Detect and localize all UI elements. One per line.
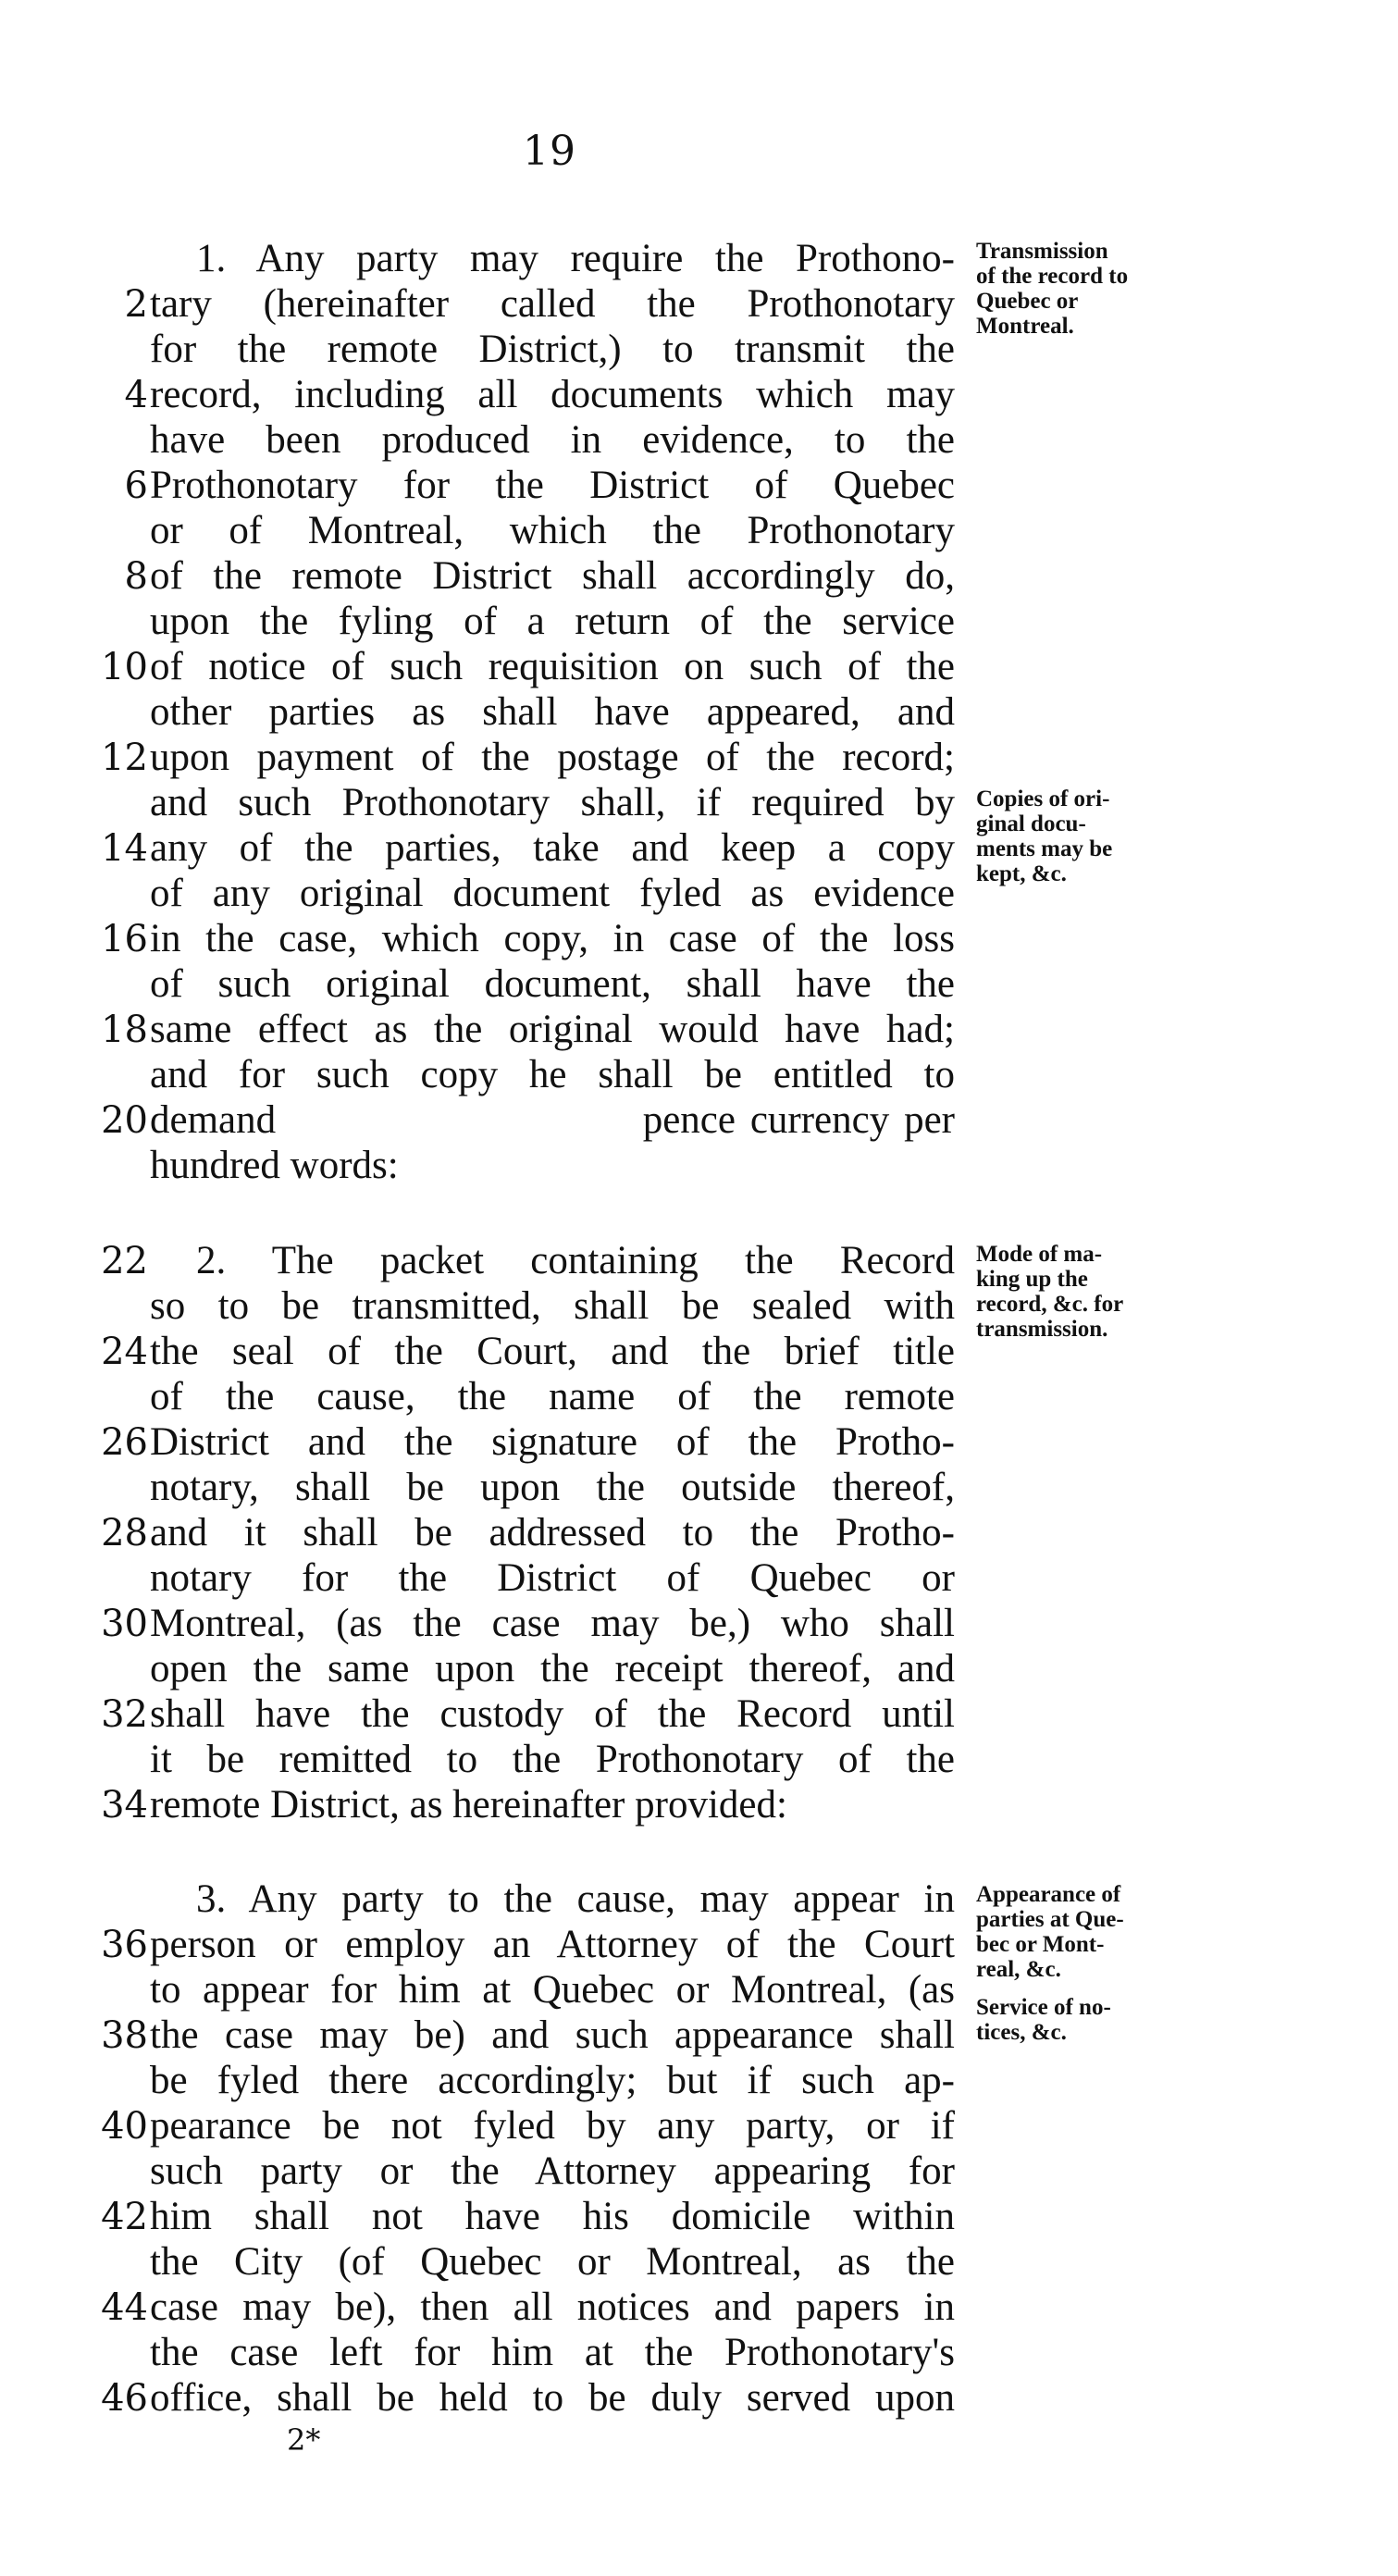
line-number: 38 xyxy=(101,2014,148,2057)
text-line xyxy=(93,463,962,509)
line-text: office, shall be held to be duly served upon xyxy=(150,2376,955,2420)
margin-note-line: Copies of ori- xyxy=(976,786,1110,811)
line-number: 28 xyxy=(101,1512,148,1554)
line-number: 30 xyxy=(101,1603,148,1645)
text-line xyxy=(93,2285,962,2331)
line-text: tary (hereinafter called the Prothonotary xyxy=(150,282,955,326)
line-text: of notice of such requisition on such of the xyxy=(150,645,955,688)
margin-note-line: record, &c. for xyxy=(976,1292,1124,1317)
line-text: or of Montreal, which the Prothonotary xyxy=(150,509,955,552)
text-line xyxy=(93,327,962,373)
margin-note-mode xyxy=(976,1242,1198,1342)
line-text: 3. Any party to the cause, may appear in xyxy=(196,1877,955,1921)
line-text: case may be), then all notices and papers in xyxy=(150,2285,955,2329)
margin-note-copies xyxy=(976,786,1198,886)
text-line xyxy=(93,2103,962,2149)
text-line xyxy=(93,1143,962,1189)
printer-signature: 2* xyxy=(287,2422,321,2458)
text-line xyxy=(93,2375,962,2421)
text-line xyxy=(93,1737,962,1783)
text-line xyxy=(93,372,962,418)
line-number: 42 xyxy=(101,2196,148,2238)
line-text: notary for the District of Quebec or xyxy=(150,1556,955,1600)
text-line xyxy=(93,2149,962,2195)
line-text: 1. Any party may require the Prothono- xyxy=(196,237,955,280)
line-number: 36 xyxy=(101,1924,148,1966)
text-line xyxy=(93,2194,962,2240)
margin-note-line: ments may be xyxy=(976,836,1113,861)
margin-note-line: Service of no- xyxy=(976,1995,1111,2020)
text-line xyxy=(93,1283,962,1330)
line-text: same effect as the original would have had; xyxy=(150,1008,955,1051)
margin-note-line: ginal docu- xyxy=(976,811,1086,836)
text-line xyxy=(93,644,962,690)
line-number: 14 xyxy=(101,827,148,870)
text-line xyxy=(93,508,962,554)
text-line xyxy=(93,871,962,917)
line-text: any of the parties, take and keep a copy xyxy=(150,826,955,870)
line-text: person or employ an Attorney of the Court xyxy=(150,1923,955,1966)
margin-note-line: transmission. xyxy=(976,1317,1108,1342)
line-text: demand pence currency per xyxy=(150,1098,955,1142)
text-line xyxy=(93,1691,962,1738)
margin-note-line: real, &c. xyxy=(976,1957,1061,1982)
line-number: 12 xyxy=(101,737,148,779)
text-line xyxy=(93,2330,962,2376)
line-text: upon the fyling of a return of the service xyxy=(150,600,955,643)
line-text: of such original document, shall have the xyxy=(150,962,955,1006)
line-text: the case may be) and such appearance shall xyxy=(150,2013,955,2057)
text-line xyxy=(93,281,962,328)
line-number: 32 xyxy=(101,1693,148,1736)
text-line xyxy=(93,961,962,1008)
margin-note-line: Montreal. xyxy=(976,314,1074,339)
margin-note-appearance xyxy=(976,1882,1198,2045)
line-number: 8 xyxy=(124,555,148,598)
text-line xyxy=(93,1097,962,1144)
text-line xyxy=(93,553,962,600)
line-text: of the cause, the name of the remote xyxy=(150,1375,955,1418)
line-number: 24 xyxy=(101,1331,148,1373)
line-text: the case left for him at the Prothonotary's xyxy=(150,2331,955,2374)
line-text: and it shall be addressed to the Protho- xyxy=(150,1511,955,1554)
line-number: 10 xyxy=(101,646,148,688)
line-text: him shall not have his domicile within xyxy=(150,2195,955,2238)
text-line xyxy=(93,236,962,282)
line-number: 40 xyxy=(101,2105,148,2148)
page-number: 19 xyxy=(523,128,576,175)
line-text: in the case, which copy, in case of the loss xyxy=(150,917,955,960)
text-line xyxy=(93,1782,962,1828)
line-text: so to be transmitted, shall be sealed with xyxy=(150,1284,955,1328)
line-text: District and the signature of the Protho- xyxy=(150,1420,955,1464)
line-text: record, including all documents which may xyxy=(150,373,955,416)
line-text: other parties as shall have appeared, and xyxy=(150,690,955,734)
margin-note-line: bec or Mont- xyxy=(976,1932,1105,1957)
text-line xyxy=(93,1007,962,1053)
text-line xyxy=(93,1510,962,1556)
text-line xyxy=(93,2012,962,2059)
text-line xyxy=(93,2058,962,2104)
line-number: 16 xyxy=(101,918,148,960)
line-number: 6 xyxy=(124,464,148,507)
text-line xyxy=(93,1374,962,1420)
line-number: 26 xyxy=(101,1421,148,1464)
text-line xyxy=(93,599,962,645)
line-text: of any original document fyled as evidence xyxy=(150,872,955,915)
line-text: it be remitted to the Prothonotary of the xyxy=(150,1738,955,1781)
text-line xyxy=(93,1967,962,2013)
text-line xyxy=(93,1329,962,1375)
margin-note-line: king up the xyxy=(976,1267,1088,1292)
text-line xyxy=(93,1601,962,1647)
text-line xyxy=(93,1922,962,1968)
line-text: have been produced in evidence, to the xyxy=(150,418,955,462)
line-number: 22 xyxy=(101,1240,148,1282)
line-text: 2. The packet containing the Record xyxy=(196,1239,955,1282)
text-line xyxy=(93,1876,962,1923)
line-text: Montreal, (as the case may be,) who shall xyxy=(150,1602,955,1645)
margin-note-line: tices, &c. xyxy=(976,2020,1067,2045)
margin-note-line: Quebec or xyxy=(976,289,1079,314)
line-text: the seal of the Court, and the brief title xyxy=(150,1330,955,1373)
line-text: for the remote District,) to transmit the xyxy=(150,328,955,371)
text-line xyxy=(93,1555,962,1602)
line-text: upon payment of the postage of the record; xyxy=(150,736,955,779)
text-line xyxy=(93,689,962,736)
text-line xyxy=(93,1238,962,1284)
margin-note-line: Transmission xyxy=(976,239,1108,264)
line-text: the City (of Quebec or Montreal, as the xyxy=(150,2240,955,2284)
text-line xyxy=(93,1465,962,1511)
line-number: 46 xyxy=(101,2377,148,2420)
line-text: of the remote District shall accordingly do, xyxy=(150,554,955,598)
line-text: Prothonotary for the District of Quebec xyxy=(150,464,955,507)
text-line xyxy=(93,2239,962,2285)
line-number: 44 xyxy=(101,2286,148,2329)
text-line xyxy=(93,1419,962,1466)
text-line xyxy=(93,825,962,872)
line-text: and for such copy he shall be entitled to xyxy=(150,1053,955,1096)
line-text: notary, shall be upon the outside thereof, xyxy=(150,1466,955,1509)
text-line xyxy=(93,417,962,464)
text-line xyxy=(93,916,962,962)
line-text: pearance be not fyled by any party, or if xyxy=(150,2104,955,2148)
line-text: shall have the custody of the Record until xyxy=(150,1692,955,1736)
margin-note-transmission xyxy=(976,239,1198,339)
margin-note-line: of the record to xyxy=(976,264,1129,289)
text-line xyxy=(93,780,962,826)
line-text: such party or the Attorney appearing for xyxy=(150,2149,955,2193)
margin-note-line: Mode of ma- xyxy=(976,1242,1103,1267)
text-line xyxy=(93,1646,962,1692)
margin-note-line: kept, &c. xyxy=(976,861,1067,886)
line-text: remote District, as hereinafter provided: xyxy=(150,1783,787,1827)
line-number: 4 xyxy=(124,374,148,416)
line-number: 18 xyxy=(101,1009,148,1051)
line-number: 20 xyxy=(101,1099,148,1142)
line-text: and such Prothonotary shall, if required by xyxy=(150,781,955,824)
text-line xyxy=(93,735,962,781)
line-text: open the same upon the receipt thereof, and xyxy=(150,1647,955,1690)
line-text: be fyled there accordingly; but if such ap- xyxy=(150,2059,955,2102)
text-line xyxy=(93,1052,962,1098)
line-text: to appear for him at Quebec or Montreal, (as xyxy=(150,1968,955,2012)
line-text: hundred words: xyxy=(150,1144,399,1187)
margin-note-line: parties at Que- xyxy=(976,1907,1124,1932)
margin-note-line: Appearance of xyxy=(976,1882,1121,1907)
line-number: 2 xyxy=(124,283,148,326)
line-number: 34 xyxy=(101,1784,148,1827)
